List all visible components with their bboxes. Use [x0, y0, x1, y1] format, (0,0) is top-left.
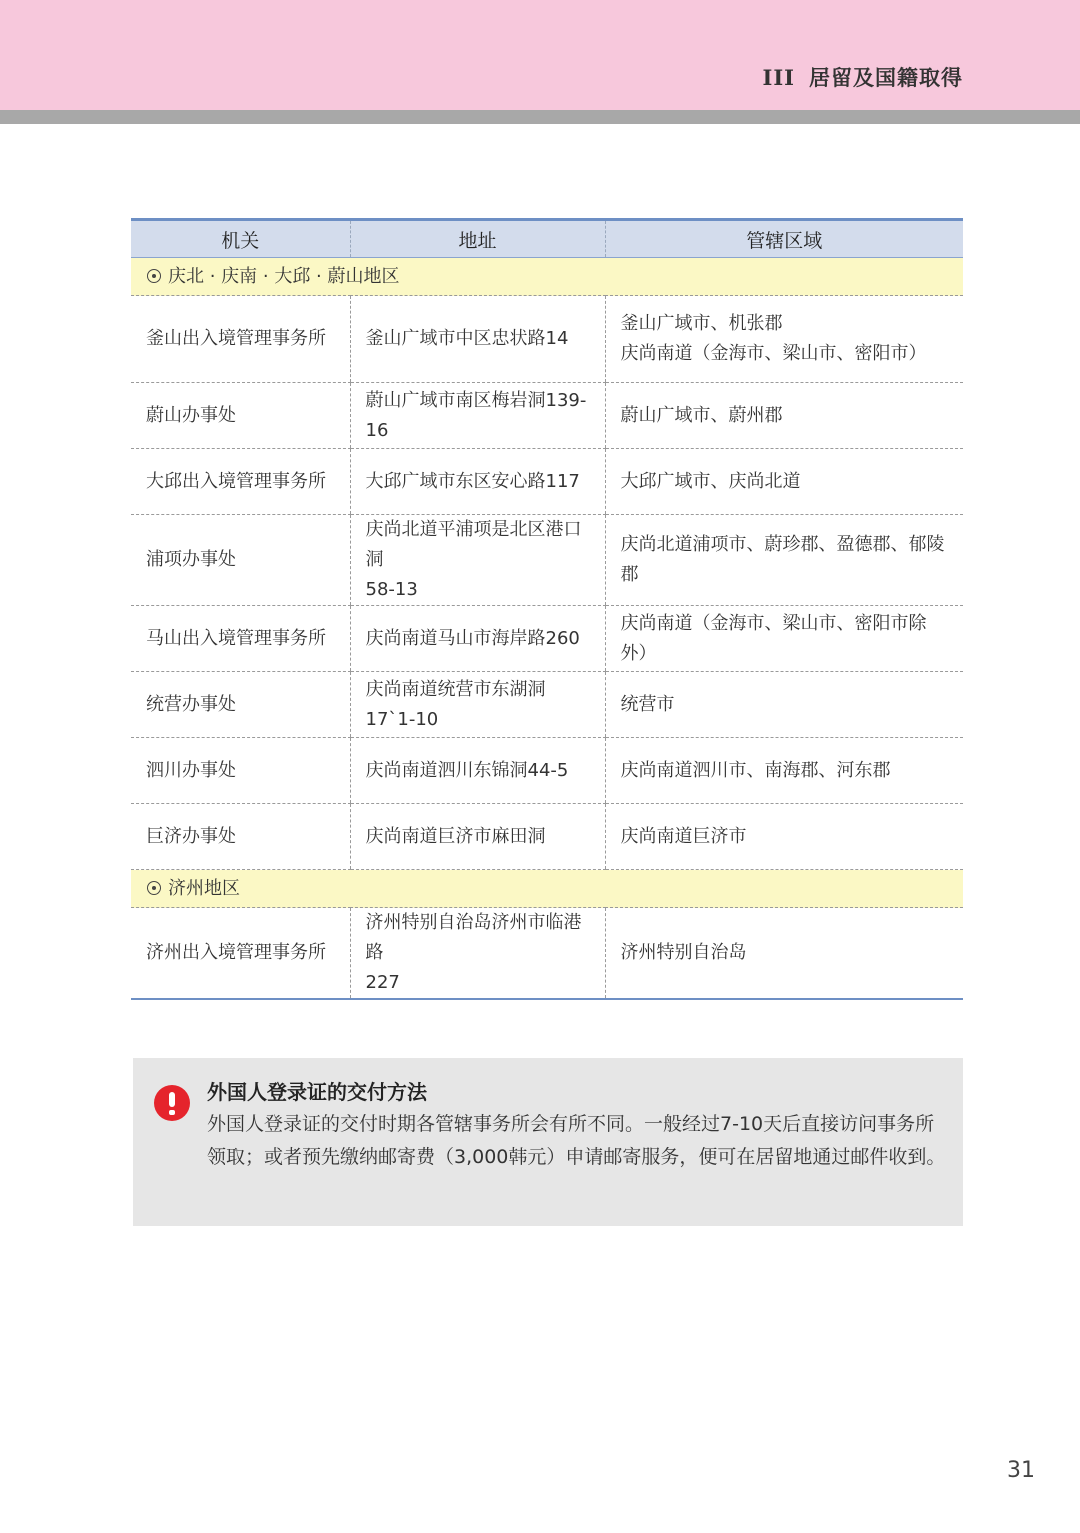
address-cell: 庆尚南道统营市东湖洞17`1-10: [350, 672, 605, 738]
chapter-number: III: [762, 65, 795, 90]
address-line: 济州特别自治岛济州市临港路: [365, 912, 582, 963]
bullet-circle-icon: [147, 269, 161, 283]
address-cell: 庆尚南道巨济市麻田洞: [350, 804, 605, 870]
bullet-circle-icon: [147, 881, 161, 895]
address-cell: 釜山广域市中区忠状路14: [350, 296, 605, 383]
immigration-office-table: [131, 218, 963, 1000]
jurisdiction-line: 庆尚南道（金海市、梁山市、密阳市）: [620, 343, 927, 364]
table-row: [131, 515, 963, 606]
table-row: [131, 804, 963, 870]
chapter-title: 居留及国籍取得: [809, 66, 963, 90]
jurisdiction-cell: 统营市: [605, 672, 963, 738]
office-cell: 泗川办事处: [131, 738, 350, 804]
office-cell: 济州出入境管理事务所: [131, 908, 350, 1000]
office-cell: 巨济办事处: [131, 804, 350, 870]
header-band: [0, 0, 1080, 110]
table-row: [131, 672, 963, 738]
jurisdiction-line: 釜山广域市、机张郡: [620, 313, 783, 334]
table-row: [131, 606, 963, 672]
office-cell: 釜山出入境管理事务所: [131, 296, 350, 383]
office-cell: 蔚山办事处: [131, 383, 350, 449]
region-name: 庆北 · 庆南 · 大邱 · 蔚山地区: [168, 265, 400, 287]
region-row: [131, 258, 963, 296]
jurisdiction-cell: 庆尚北道浦项市、蔚珍郡、盈德郡、郁陵郡: [605, 515, 963, 606]
region-row: [131, 870, 963, 908]
table-header-row: [131, 220, 963, 258]
column-header-address: 地址: [350, 220, 605, 258]
table-row: [131, 449, 963, 515]
address-cell: 蔚山广域市南区梅岩洞139-16: [350, 383, 605, 449]
office-cell: 马山出入境管理事务所: [131, 606, 350, 672]
exclamation-icon: [154, 1085, 190, 1121]
jurisdiction-cell: 庆尚南道泗川市、南海郡、河东郡: [605, 738, 963, 804]
office-cell: 浦项办事处: [131, 515, 350, 606]
jurisdiction-cell: 庆尚南道（金海市、梁山市、密阳市除外）: [605, 606, 963, 672]
notice-title: 外国人登录证的交付方法: [207, 1080, 427, 1104]
table-row: [131, 738, 963, 804]
address-cell: [350, 908, 605, 1000]
region-label: [131, 258, 963, 296]
notice-box: [133, 1058, 963, 1226]
address-line: 227: [365, 972, 400, 993]
table-row: [131, 383, 963, 449]
chapter-heading: [763, 62, 963, 92]
table-row: [131, 296, 963, 383]
jurisdiction-cell: 蔚山广域市、蔚州郡: [605, 383, 963, 449]
region-name: 济州地区: [168, 877, 240, 899]
jurisdiction-cell: 庆尚南道巨济市: [605, 804, 963, 870]
column-header-office: 机关: [131, 220, 350, 258]
header-rule: [0, 110, 1080, 124]
jurisdiction-cell: 大邱广域市、庆尚北道: [605, 449, 963, 515]
region-label: [131, 870, 963, 908]
address-line: 58-13: [365, 579, 418, 600]
notice-body: 外国人登录证的交付时期各管辖事务所会有所不同。一般经过7-10天后直接访问事务所领取；或者预先缴纳邮寄费（3,000韩元）申请邮寄服务，便可在居留地通过邮件收到。: [207, 1113, 946, 1168]
address-line: 庆尚北道平浦项是北区港口洞: [365, 519, 582, 570]
address-cell: 庆尚南道马山市海岸路260: [350, 606, 605, 672]
address-cell: [350, 515, 605, 606]
column-header-jurisdiction: 管辖区域: [605, 220, 963, 258]
address-cell: 庆尚南道泗川东锦洞44-5: [350, 738, 605, 804]
table-row: [131, 908, 963, 1000]
jurisdiction-cell: 济州特别自治岛: [605, 908, 963, 1000]
office-cell: 统营办事处: [131, 672, 350, 738]
address-cell: 大邱广域市东区安心路117: [350, 449, 605, 515]
page-number: 31: [1007, 1458, 1035, 1483]
office-cell: 大邱出入境管理事务所: [131, 449, 350, 515]
jurisdiction-cell: [605, 296, 963, 383]
